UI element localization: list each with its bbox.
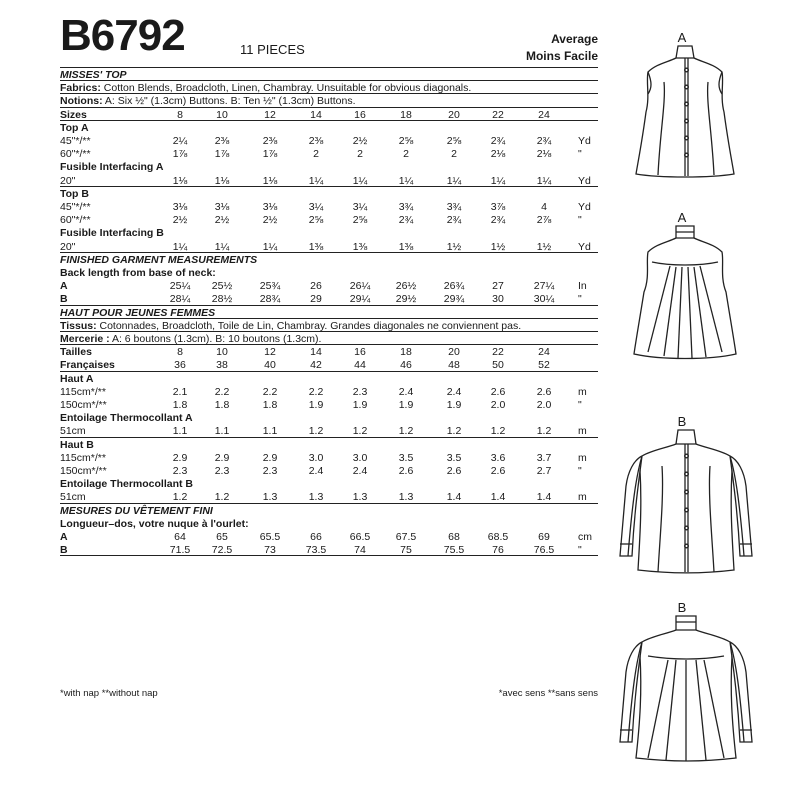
table-subheading [60,226,598,240]
table-cell: 2 [313,148,319,161]
table-subheading [60,477,598,491]
table-cell: 1.9 [308,399,324,411]
table-cell: 65 [216,531,228,543]
table-cell: 2.6 [398,465,414,477]
size-cell: 42 [310,359,322,372]
row-heading: Entoilage Thermocollant B [60,478,194,491]
table-cell: 76.5 [533,544,555,557]
table-cell: 1⅞ [172,148,188,161]
measurements-title [60,504,598,518]
size-cell: 24 [538,346,550,359]
table-cell: 1.2 [308,425,324,438]
table-cell: 1¼ [536,174,552,187]
table-cell: 2⅞ [536,214,552,227]
table-cell: 69 [538,531,550,543]
unit-label: Yd [578,201,591,213]
table-cell: 2.7 [536,465,552,477]
table-cell: 1.1 [172,425,188,438]
row-label: 45"*/** [60,201,91,213]
table-cell: 2½ [352,135,368,147]
table-cell: 2.0 [536,399,552,411]
back-length-label: Back length from base of neck: [60,267,216,279]
section-title: MISSES' TOP [60,69,127,81]
table-cell: 26½ [395,280,417,293]
table-row [60,398,598,412]
row-label: 51cm [60,425,86,438]
notions-text: A: Six ½" (1.3cm) Buttons. B: Ten ½" (1.3cm) Buttons. [104,95,356,108]
table-cell: 28½ [211,293,233,306]
table-cell: 1⅜ [308,240,324,253]
size-cell: 40 [264,359,276,372]
unit-label: " [578,293,582,306]
table-row [60,385,598,399]
row-label: 115cm*/** [60,451,106,464]
table-cell: 2 [403,148,409,161]
table-cell: 1.1 [214,425,230,438]
table-cell: 2¾ [398,214,414,227]
table-cell: 3.7 [536,451,552,464]
table-cell: 3¾ [398,201,414,213]
table-cell: 1.4 [536,491,552,504]
table-cell: 2½ [172,214,188,227]
table-cell: 1.9 [446,399,462,411]
measurements-title: MESURES DU VÊTEMENT FINI [60,504,213,517]
table-cell: 3¼ [308,201,324,213]
sizes-label: Françaises [60,359,115,372]
table-cell: 75 [400,544,412,557]
table-row [60,147,598,161]
table-cell: 1¼ [262,240,278,253]
table-cell: 1⅞ [214,148,230,161]
table-cell: 1⅛ [214,174,230,187]
table-cell: 1.3 [398,491,414,504]
size-cell: 18 [400,108,412,121]
table-cell: 2.9 [172,451,188,464]
table-cell: 1.8 [262,399,278,411]
sketch-view-a-back [630,222,740,362]
size-cell: 50 [492,359,504,372]
table-cell: 2.4 [446,385,462,398]
table-cell: 73.5 [305,544,327,557]
table-cell: 1⅜ [398,240,414,253]
table-cell: 30 [492,293,504,306]
size-cell: 18 [400,346,412,359]
table-cell: 1⅛ [262,174,278,187]
table-cell: 30¼ [533,293,555,306]
row-label: A [60,280,68,293]
table-cell: 1¼ [352,174,368,187]
table-cell: 2.2 [308,385,324,398]
table-cell: 1.9 [398,399,414,411]
table-cell: 2⅜ [214,135,230,147]
table-row [60,530,598,544]
row-label: 45"*/** [60,135,91,147]
table-row [60,464,598,478]
table-row [60,200,598,214]
view-letter: A [677,30,687,45]
table-cell: 25½ [211,280,233,293]
size-cell: 16 [354,346,366,359]
unit-label: " [578,214,582,227]
row-heading: Haut B [60,438,94,451]
table-cell: 2⅛ [536,148,552,161]
table-cell: 2⅝ [352,214,368,227]
table-cell: 28¾ [259,293,281,306]
size-cell: 52 [538,359,550,372]
back-length-label: Longueur–dos, votre nuque à l'ourlet: [60,517,249,530]
table-cell: 1¼ [446,174,462,187]
table-cell: 2½ [214,214,230,227]
table-cell: 1¼ [214,240,230,253]
sketch-view-b-back [612,612,762,762]
table-subheading [60,372,598,386]
table-cell: 68 [448,531,460,543]
table-cell: 67.5 [395,531,417,543]
size-cell: 8 [177,108,183,121]
row-label: B [60,544,68,557]
table-cell: 3⅛ [214,201,230,213]
table-cell: 1.2 [536,425,552,438]
table-cell: 2.2 [214,385,230,398]
table-cell: 25¼ [169,280,191,293]
difficulty-english: Average [551,32,598,46]
row-label: 150cm*/** [60,399,107,411]
table-cell: 1.3 [262,491,278,504]
table-cell: 3.0 [352,451,368,464]
size-cell: 10 [216,108,228,121]
table-cell: 2.1 [172,385,188,398]
measurements-title [60,253,598,267]
row-label: 60"*/** [60,148,91,161]
fabrics-text: Cotton Blends, Broadcloth, Linen, Chambray. Unsuitable for obvious diagonals. [103,82,472,95]
unit-label: Yd [578,135,591,147]
unit-label: m [578,451,587,464]
table-subheading [60,411,598,425]
table-cell: 4 [541,201,547,213]
table-cell: 2.4 [352,465,368,477]
piece-count: 11 PIECES [240,42,305,57]
table-cell: 2.4 [308,465,324,477]
notions-label: Notions: [60,95,103,108]
table-cell: 1.3 [352,491,368,504]
table-cell: 1.2 [446,425,462,438]
footnote-french: *avec sens **sans sens [498,688,598,699]
view-letter: A [677,210,687,225]
unit-label: m [578,491,587,504]
table-cell: 2⅜ [262,135,278,147]
table-cell: 2½ [262,214,278,227]
table-cell: 1.2 [398,425,414,438]
table-row [60,134,598,148]
table-cell: 29¾ [443,293,465,306]
size-cell: 44 [354,359,366,372]
table-cell: 2⅝ [398,135,414,147]
table-cell: 1.4 [446,491,462,504]
unit-label: Yd [578,240,591,253]
row-label: 150cm*/** [60,465,107,477]
table-subheading [60,187,598,201]
table-cell: 74 [354,544,366,557]
table-cell: 71.5 [169,544,191,557]
table-cell: 27¼ [533,280,555,293]
table-cell: 1⅞ [262,148,278,161]
table-cell: 29 [310,293,322,306]
size-cell: 14 [310,108,322,121]
table-rule [60,555,598,556]
table-cell: 1.8 [172,399,188,411]
table-cell: 1.2 [172,491,188,504]
unit-label: " [578,148,582,161]
table-cell: 3⅛ [172,201,188,213]
table-cell: 26 [310,280,322,293]
table-cell: 2⅛ [490,148,506,161]
table-cell: 2.2 [262,385,278,398]
fabrics-label: Fabrics: [60,82,101,95]
row-label: 60"*/** [60,214,91,227]
table-cell: 2¾ [446,214,462,227]
table-cell: 27 [492,280,504,293]
table-cell: 25¾ [259,280,281,293]
row-label: B [60,293,68,306]
table-cell: 28¼ [169,293,191,306]
table-cell: 2.3 [172,465,188,477]
table-cell: 2.9 [262,451,278,464]
size-cell: 46 [400,359,412,372]
row-heading: Fusible Interfacing A [60,161,164,174]
table-cell: 3¼ [352,201,368,213]
row-label: A [60,531,68,543]
pattern-number: B6792 [60,11,185,60]
table-row [60,213,598,227]
unit-label: " [578,399,582,411]
table-cell: 26¾ [443,280,465,293]
row-heading: Top A [60,121,89,134]
row-label: 20" [60,174,76,187]
table-cell: 3⅛ [262,201,278,213]
size-cell: 24 [538,108,550,121]
sketch-view-a-front [630,42,740,182]
table-cell: 3.5 [398,451,414,464]
unit-label: m [578,385,587,398]
fabrics-text: Cotonnades, Broadcloth, Toile de Lin, Chambray. Grandes diagonales ne conviennent pas. [99,319,522,332]
table-cell: 1.2 [490,425,506,438]
table-cell: 2¾ [490,135,506,147]
table-cell: 2.6 [490,465,506,477]
row-heading: Haut A [60,372,94,385]
table-cell: 2.6 [446,465,462,477]
table-cell: 2¾ [536,135,552,147]
table-cell: 1.8 [214,399,230,411]
notions-text: A: 6 boutons (1.3cm). B: 10 boutons (1.3cm). [111,333,322,345]
notions-label: Mercerie : [60,333,110,345]
size-cell: 38 [216,359,228,372]
size-cell: 12 [264,108,276,121]
table-row [60,451,598,465]
table-cell: 1¼ [172,240,188,253]
size-cell: 22 [492,346,504,359]
size-cell: 20 [448,346,460,359]
table-cell: 2.0 [490,399,506,411]
table-row [60,279,598,293]
unit-label: cm [578,531,592,543]
table-cell: 1½ [446,240,462,253]
table-cell: 1.4 [490,491,506,504]
sketch-view-b-front [612,426,762,576]
table-cell: 2⅝ [308,214,324,227]
row-heading: Entoilage Thermocollant A [60,412,193,425]
unit-label: Yd [578,174,591,187]
table-cell: 65.5 [259,531,281,543]
measurements-title: FINISHED GARMENT MEASUREMENTS [60,253,258,266]
table-cell: 2⅜ [308,135,324,147]
table-cell: 26¼ [349,280,371,293]
table-cell: 2.9 [214,451,230,464]
row-label: 51cm [60,491,86,504]
table-cell: 66.5 [349,531,371,543]
size-cell: 14 [310,346,322,359]
table-cell: 1.3 [308,491,324,504]
table-cell: 1⅜ [352,240,368,253]
section-title: HAUT POUR JEUNES FEMMES [60,306,216,319]
table-cell: 1¼ [398,174,414,187]
size-cell: 8 [177,346,183,359]
table-cell: 2.4 [398,385,414,398]
row-heading: Top B [60,187,89,200]
table-cell: 2.3 [262,465,278,477]
size-cell: 36 [174,359,186,372]
table-cell: 2.6 [536,385,552,398]
unit-label: " [578,465,582,477]
table-cell: 3¾ [446,201,462,213]
table-cell: 2.3 [214,465,230,477]
table-cell: 68.5 [487,531,509,543]
unit-label: m [578,425,587,438]
table-cell: 76 [492,544,504,557]
table-cell: 2¾ [490,214,506,227]
row-heading: Fusible Interfacing B [60,227,164,240]
table-cell: 3.5 [446,451,462,464]
size-cell: 16 [354,108,366,121]
size-cell: 22 [492,108,504,121]
table-cell: 2 [357,148,363,161]
table-cell: 1¼ [308,174,324,187]
size-cell: 12 [264,346,276,359]
table-cell: 1.2 [352,425,368,438]
table-subheading [60,160,598,174]
table-cell: 3⅞ [490,201,506,213]
table-cell: 2 [451,148,457,161]
back-length-row [60,266,598,280]
table-subheading [60,438,598,452]
fabrics-label: Tissus: [60,319,97,332]
footnote-english: *with nap **without nap [60,688,158,699]
table-cell: 2.3 [352,385,368,398]
table-cell: 66 [310,531,322,543]
table-cell: 1¼ [490,174,506,187]
table-cell: 1½ [490,240,506,253]
difficulty-french: Moins Facile [525,49,598,63]
back-length-row [60,517,598,531]
table-cell: 3.0 [308,451,324,464]
size-cell: 10 [216,346,228,359]
table-cell: 2.6 [490,385,506,398]
table-cell: 1.2 [214,491,230,504]
unit-label: In [578,280,587,293]
size-cell: 48 [448,359,460,372]
view-letter: B [677,414,687,429]
sizes-row [60,345,598,359]
table-cell: 29½ [395,293,417,306]
table-cell: 1.1 [262,425,278,438]
table-subheading [60,121,598,135]
table-cell: 3.6 [490,451,506,464]
view-letter: B [677,600,687,615]
table-cell: 72.5 [211,544,233,557]
row-label: 115cm*/** [60,385,106,398]
table-cell: 64 [174,531,186,543]
unit-label: " [578,544,582,557]
table-cell: 1½ [536,240,552,253]
table-cell: 75.5 [443,544,465,557]
table-cell: 73 [264,544,276,557]
table-cell: 29¼ [349,293,371,306]
sizes-label: Sizes [60,108,87,121]
row-label: 20" [60,240,76,253]
table-cell: 2⅝ [446,135,462,147]
sizes-label: Tailles [60,346,92,359]
table-cell: 1.9 [352,399,368,411]
table-cell: 2¼ [172,135,188,147]
size-cell: 20 [448,108,460,121]
table-cell: 1⅛ [172,174,188,187]
